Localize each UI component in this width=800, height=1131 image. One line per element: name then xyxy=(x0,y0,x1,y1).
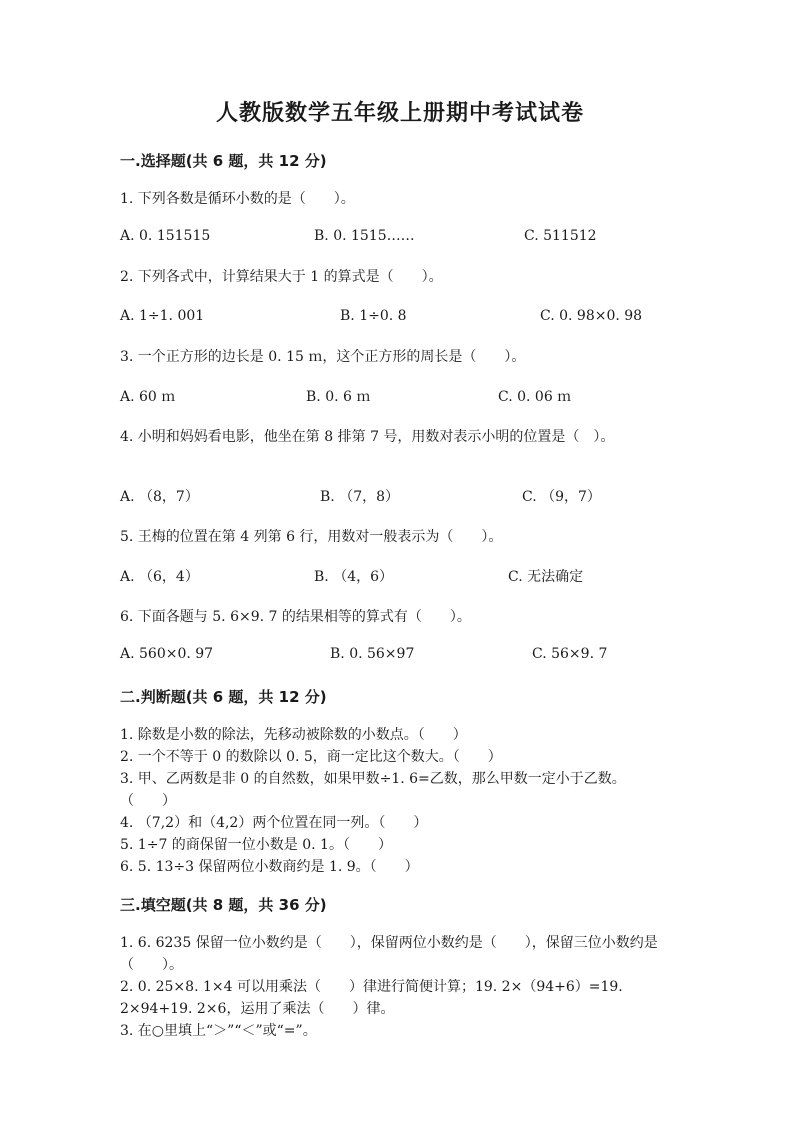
q4-option-a: A. （8，7） xyxy=(120,489,199,505)
q4-option-c: C. （9，7） xyxy=(522,489,601,505)
q1-option-b: B. 0. 1515…… xyxy=(314,228,415,244)
q6-option-c: C. 56×9. 7 xyxy=(532,646,608,662)
judgment-item: 4. （7,2）和（4,2）两个位置在同一列。（ ） xyxy=(120,815,428,831)
judgment-item: 3. 甲、乙两数是非 0 的自然数，如果甲数÷1. 6=乙数，那么甲数一定小于乙数。（ ） xyxy=(120,771,626,809)
judgment-item: 5. 1÷7 的商保留一位小数是 0. 1。（ ） xyxy=(120,837,392,853)
q1-option-c: C. 511512 xyxy=(524,228,597,244)
section-heading-choice: 一.选择题(共 6 题，共 12 分) xyxy=(120,152,327,170)
q3-option-a: A. 60 ｍ xyxy=(120,389,176,405)
question-4: 4. 小明和妈妈看电影，他坐在第 8 排第 7 号，用数对表示小明的位置是（ ）。 xyxy=(120,429,615,445)
section-heading-judgment: 二.判断题(共 6 题，共 12 分) xyxy=(120,688,327,706)
question-5: 5. 王梅的位置在第 4 列第 6 行，用数对一般表示为（ ）。 xyxy=(120,529,503,545)
q1-option-a: A. 0. 151515 xyxy=(120,228,211,244)
fill-in-item: 2. 0. 25×8. 1×4 可以用乘法（ ）律进行简便计算；19. 2×（94+6）=19. 2×94+19. 2×6，运用了乘法（ ）律。 xyxy=(120,979,623,1017)
question-1: 1. 下列各数是循环小数的是（ ）。 xyxy=(120,191,355,207)
q6-option-b: B. 0. 56×97 xyxy=(330,646,415,662)
q3-option-b: B. 0. 6 ｍ xyxy=(306,389,371,405)
question-6: 6. 下面各题与 5. 6×9. 7 的结果相等的算式有（ ）。 xyxy=(120,609,471,625)
q4-option-b: B. （7，8） xyxy=(320,489,400,505)
section-heading-fill-in: 三.填空题(共 8 题，共 36 分) xyxy=(120,896,327,914)
judgment-item: 6. 5. 13÷3 保留两位小数商约是 1. 9。（ ） xyxy=(120,859,419,875)
question-2: 2. 下列各式中，计算结果大于 1 的算式是（ ）。 xyxy=(120,269,443,285)
q5-option-b: B. （4，6） xyxy=(314,569,394,585)
q5-option-c: C. 无法确定 xyxy=(508,569,584,585)
page-title: 人教版数学五年级上册期中考试试卷 xyxy=(215,101,584,126)
q6-option-a: A. 560×0. 97 xyxy=(120,646,214,662)
question-3: 3. 一个正方形的边长是 0. 15 ｍ，这个正方形的周长是（ ）。 xyxy=(120,349,526,365)
fill-in-item: 3. 在○里填上“＞”“＜”或“=”。 xyxy=(120,1023,317,1039)
q5-option-a: A. （6，4） xyxy=(120,569,199,585)
q2-option-c: C. 0. 98×0. 98 xyxy=(540,308,643,324)
q3-option-c: C. 0. 06 ｍ xyxy=(498,389,572,405)
q2-option-b: B. 1÷0. 8 xyxy=(340,308,407,324)
fill-in-item: 1. 6. 6235 保留一位小数约是（ ），保留两位小数约是（ ），保留三位小数约是（ ）。 xyxy=(120,935,658,973)
judgment-item: 2. 一个不等于 0 的数除以 0. 5，商一定比这个数大。（ ） xyxy=(120,749,502,765)
judgment-item: 1. 除数是小数的除法，先移动被除数的小数点。（ ） xyxy=(120,727,467,743)
q2-option-a: A. 1÷1. 001 xyxy=(120,308,205,324)
